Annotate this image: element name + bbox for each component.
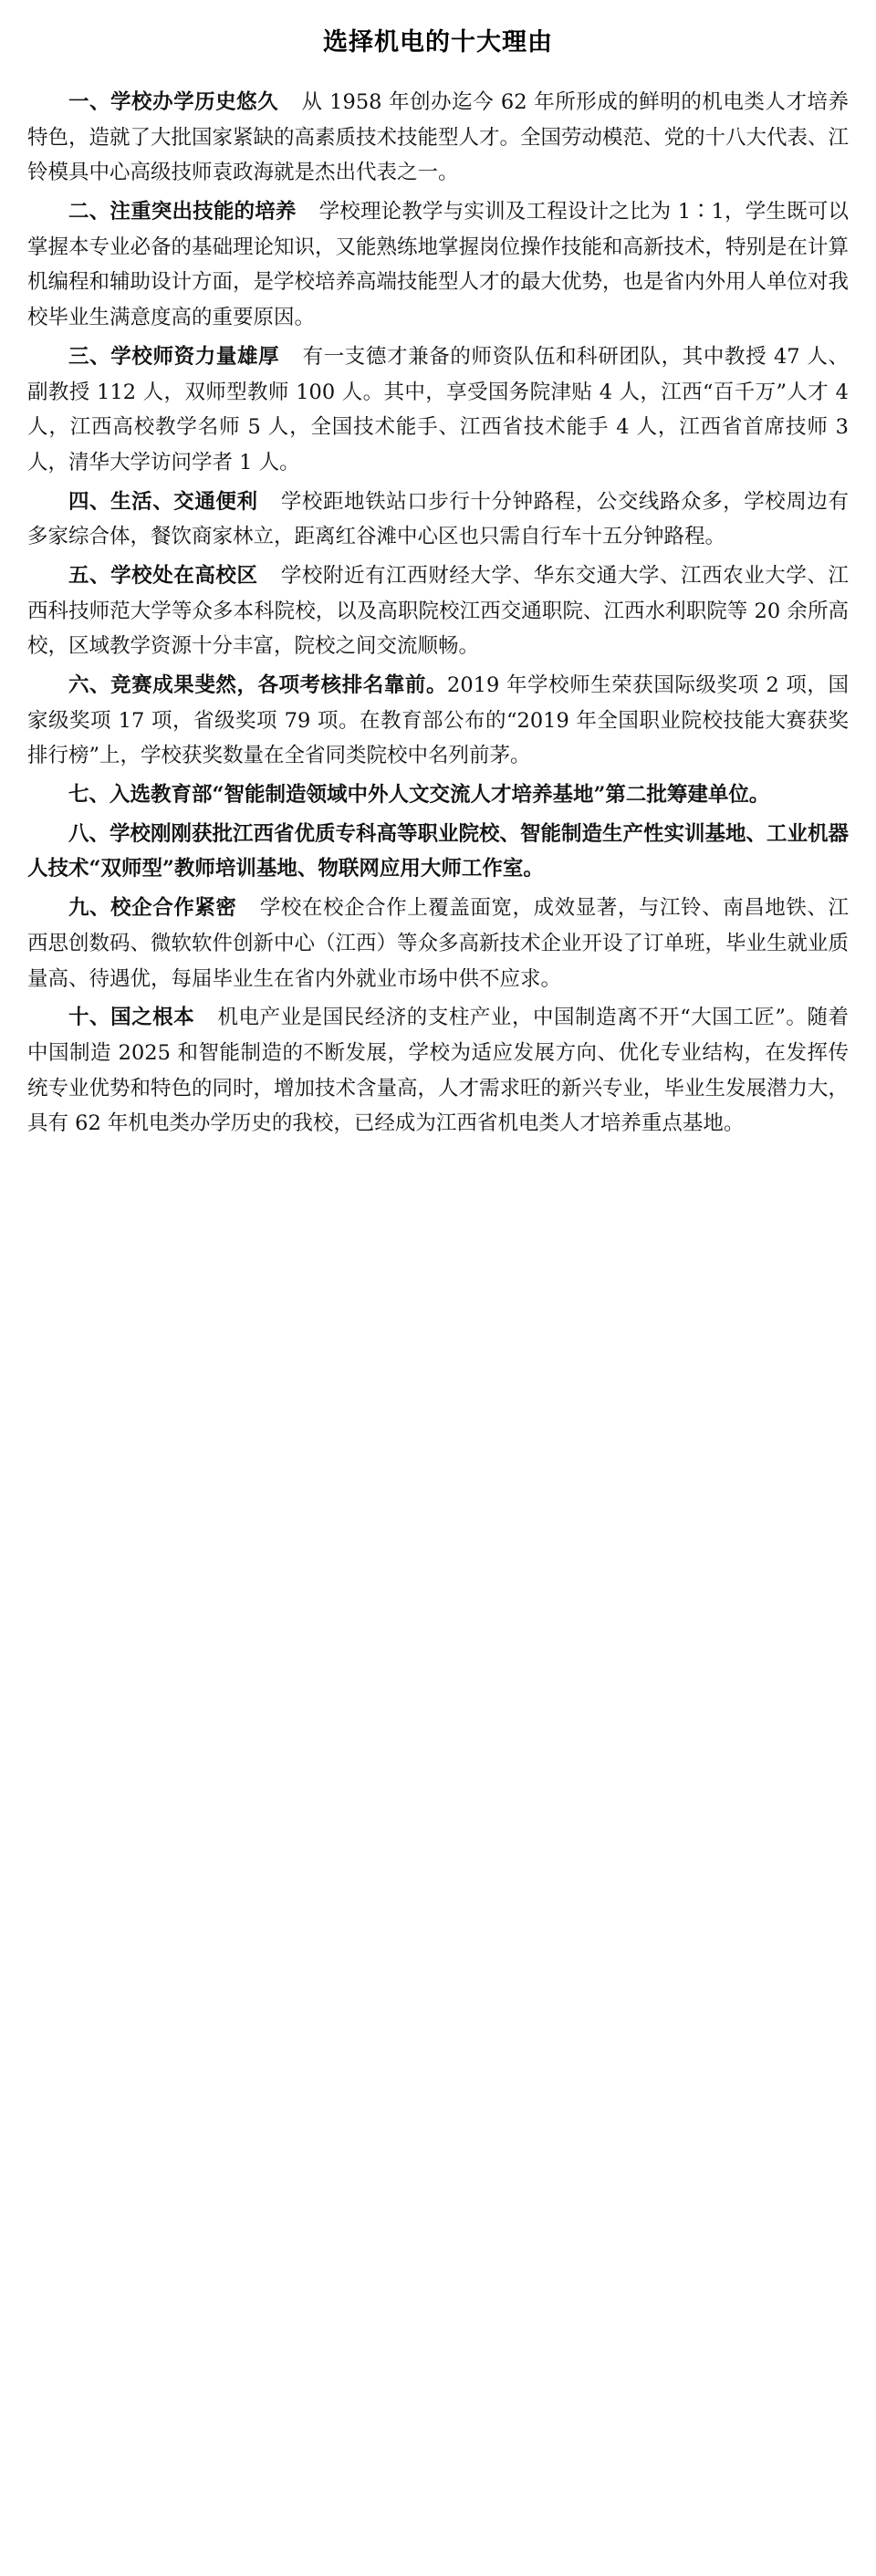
paragraph-body: 学校理论教学与实训及工程设计之比为 1∶1，学生既可以掌握本专业必备的基础理论知识，又能熟练地掌握岗位操作技能和高新技术，特别是在计算机编程和辅助设计方面，是学校培养高端技能型人才的最大优势，也是省内外用人单位对我校毕业生满意度高的重要原因。 (27, 200, 850, 330)
paragraph-body: 从 1958 年创办迄今 62 年所形成的鲜明的机电类人才培养特色，造就了大批国家紧缺的高素质技术技能型人才。全国劳动模范、党的十八大代表、江铃模具中心高级技师袁政海就是杰出代表之一。 (27, 90, 850, 185)
paragraph-body: 机电产业是国民经济的支柱产业，中国制造离不开“大国工匠”。随着中国制造 2025 和智能制造的不断发展，学校为适应发展方向、优化专业结构，在发挥传统专业优势和特色的同时，增加技术含量高，人才需求旺的新兴专业，毕业生发展潜力大，具有 62 年机电类办学历史的我校，已经成为江西省机电类人才培养重点基地。 (27, 1006, 850, 1136)
paragraph-body: 学校距地铁站口步行十分钟路程，公交线路众多，学校周边有多家综合体，餐饮商家林立，距离红谷滩中心区也只需自行车十五分钟路程。 (27, 489, 849, 549)
paragraph-2 (27, 194, 849, 336)
paragraph-lead: 四、生活、交通便利 (68, 489, 258, 514)
paragraph-lead: 三、学校师资力量雄厚 (68, 344, 280, 369)
paragraph-body: 学校附近有江西财经大学、华东交通大学、江西农业大学、江西科技师范大学等众多本科院校，以及高职院校江西交通职院、江西水利职院等 20 余所高校，区域教学资源十分丰富，院校之间交流顺畅。 (27, 563, 849, 659)
paragraph-lead: 六、竞赛成果斐然，各项考核排名靠前。 (68, 673, 447, 697)
paragraph-lead: 二、注重突出技能的培养 (68, 200, 297, 224)
paragraph-lead: 十、国之根本 (68, 1006, 195, 1030)
paragraph-lead: 七、入选教育部“智能制造领域中外人文交流人才培养基地”第二批筹建单位。 (68, 783, 770, 808)
paragraph-body: 学校在校企合作上覆盖面宽，成效显著，与江铃、南昌地铁、江西思创数码、微软软件创新中心（江西）等众多高新技术企业开设了订单班，毕业生就业质量高、待遇优，每届毕业生在省内外就业市场中供不应求。 (27, 896, 850, 991)
page-title: 选择机电的十大理由 (323, 28, 553, 57)
paragraph-6 (27, 668, 849, 774)
paragraph-lead: 五、学校处在高校区 (68, 563, 258, 588)
paragraph-10 (27, 1000, 849, 1142)
paragraph-4 (27, 485, 849, 555)
paragraph-lead: 九、校企合作紧密 (68, 896, 237, 921)
paragraph-8 (27, 817, 849, 887)
paragraph-7 (27, 777, 849, 813)
paragraph-1 (27, 85, 849, 191)
paragraph-lead: 八、学校刚刚获批江西省优质专科高等职业院校、智能制造生产性实训基地、工业机器人技术“双师型”教师培训基地、物联网应用大师工作室。 (27, 821, 850, 881)
paragraph-lead: 一、学校办学历史悠久 (68, 90, 279, 114)
paragraph-5 (27, 558, 849, 664)
paragraph-body: 有一支德才兼备的师资队伍和科研团队，其中教授 47 人、副教授 112 人，双师型教师 100 人。其中，享受国务院津贴 4 人，江西“百千万”人才 4 人，江西高校教学名师 5 人，全国技术能手、江西省技术能手 4 人，江西省首席技师 3 人，清华大学访问学者 1 人。 (27, 344, 849, 475)
paragraph-body: 2019 年学校师生荣获国际级奖项 2 项，国家级奖项 17 项，省级奖项 79 项。在教育部公布的“2019 年全国职业院校技能大赛获奖排行榜”上，学校获奖数量在全省同类院校中名列前茅。 (27, 673, 849, 768)
paragraph-9 (27, 891, 849, 996)
paragraph-3 (27, 339, 849, 481)
